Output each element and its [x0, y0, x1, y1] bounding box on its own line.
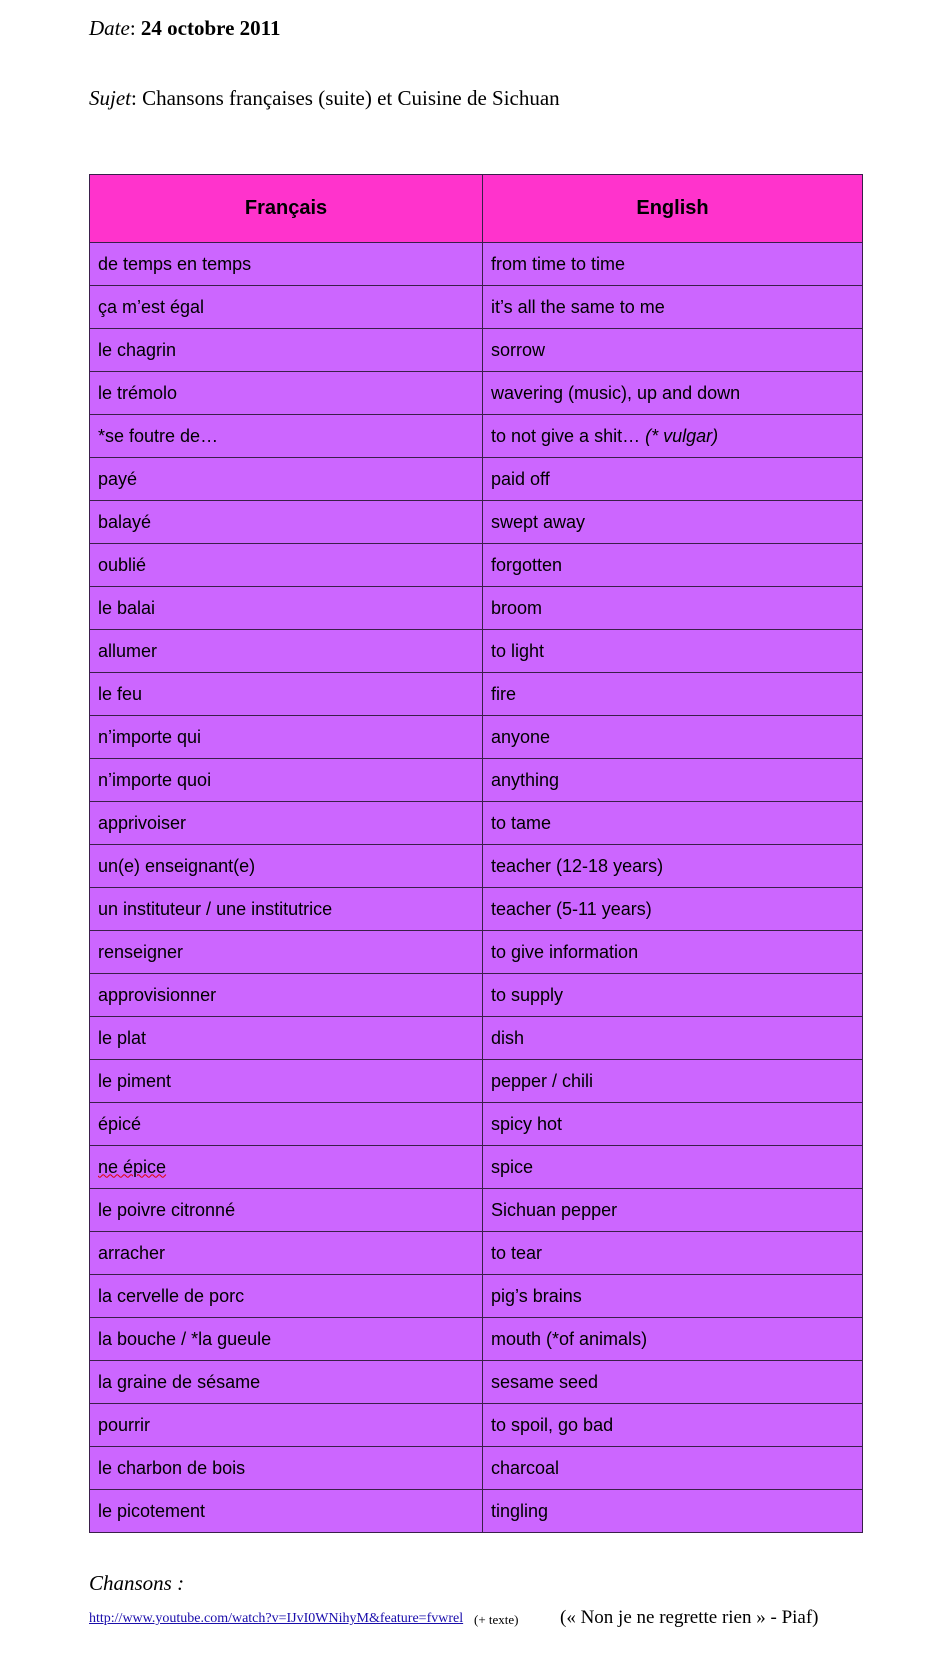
table-row [90, 1447, 863, 1490]
french-term-text: le trémolo [98, 382, 178, 403]
table-row [90, 415, 863, 458]
english-translation [483, 1275, 863, 1318]
subject-value: Chansons françaises (suite) et Cuisine de Sichuan [142, 86, 560, 110]
french-term [90, 1103, 483, 1146]
english-translation [483, 759, 863, 802]
table-row [90, 1060, 863, 1103]
french-term-text: le plat [98, 1027, 147, 1048]
table-row [90, 544, 863, 587]
table-row [90, 458, 863, 501]
french-term [90, 372, 483, 415]
table-row [90, 243, 863, 286]
french-term-text: arracher [98, 1242, 166, 1263]
table-row [90, 931, 863, 974]
english-translation-text: it’s all the same to me [491, 296, 665, 317]
english-translation [483, 716, 863, 759]
french-term [90, 845, 483, 888]
table-row [90, 372, 863, 415]
table-row [90, 1318, 863, 1361]
french-term [90, 1232, 483, 1275]
english-translation-text: swept away [491, 511, 586, 532]
french-term-text: la bouche / *la gueule [98, 1328, 272, 1349]
french-term-text: *se foutre de… [98, 425, 219, 446]
table-row [90, 802, 863, 845]
table-row [90, 1404, 863, 1447]
french-term [90, 1189, 483, 1232]
english-translation-text: spicy hot [491, 1113, 563, 1134]
french-term-text: le feu [98, 683, 143, 704]
french-term [90, 888, 483, 931]
english-translation-text: pig’s brains [491, 1285, 582, 1306]
french-term-text: renseigner [98, 941, 184, 962]
english-translation-text: to spoil, go bad [491, 1414, 614, 1435]
date-line: Date: 24 octobre 2011 [89, 16, 281, 40]
english-translation [483, 1447, 863, 1490]
english-translation-text: sesame seed [491, 1371, 599, 1392]
english-translation [483, 329, 863, 372]
french-term [90, 1146, 483, 1189]
french-term-text: le picotement [98, 1500, 206, 1521]
english-translation [483, 673, 863, 716]
french-term-text: le charbon de bois [98, 1457, 246, 1478]
english-translation [483, 974, 863, 1017]
french-term [90, 1017, 483, 1060]
french-term [90, 1318, 483, 1361]
song-note: (+ texte) [474, 1612, 519, 1627]
english-translation-text: Sichuan pepper [491, 1199, 618, 1220]
english-translation [483, 372, 863, 415]
table-header-row [90, 175, 863, 243]
table-row [90, 501, 863, 544]
english-translation [483, 1361, 863, 1404]
english-translation [483, 1404, 863, 1447]
table-row [90, 1490, 863, 1533]
english-translation-text: anyone [491, 726, 551, 747]
french-term-text: le chagrin [98, 339, 177, 360]
header-english: English [483, 175, 863, 243]
table-row [90, 286, 863, 329]
french-term [90, 673, 483, 716]
english-translation [483, 286, 863, 329]
french-term [90, 931, 483, 974]
table-row [90, 1361, 863, 1404]
english-translation-text: forgotten [491, 554, 563, 575]
english-translation-text: charcoal [491, 1457, 560, 1478]
english-translation [483, 1318, 863, 1361]
french-term-text: un(e) enseignant(e) [98, 855, 256, 876]
english-translation [483, 845, 863, 888]
french-term-text: ça m’est égal [98, 296, 205, 317]
english-translation [483, 1060, 863, 1103]
english-translation [483, 931, 863, 974]
french-term-text: oublié [98, 554, 147, 575]
usage-note: (* vulgar) [645, 425, 719, 446]
french-term-text: approvisionner [98, 984, 217, 1005]
table-row [90, 587, 863, 630]
french-term-text: balayé [98, 511, 152, 532]
french-term [90, 587, 483, 630]
french-term-text: apprivoiser [98, 812, 187, 833]
table-row [90, 329, 863, 372]
french-term [90, 1060, 483, 1103]
english-translation-text: to supply [491, 984, 564, 1005]
english-translation [483, 544, 863, 587]
english-translation [483, 1103, 863, 1146]
table-row [90, 1017, 863, 1060]
english-translation [483, 1490, 863, 1533]
date-label: Date [89, 16, 130, 40]
vocabulary-table [89, 174, 863, 1533]
french-term-text: le balai [98, 597, 156, 618]
french-term-text: un instituteur / une institutrice [98, 898, 333, 919]
french-term-text: la cervelle de porc [98, 1285, 245, 1306]
english-translation-text: to not give a shit… [491, 425, 641, 446]
french-term [90, 458, 483, 501]
table-body [90, 243, 863, 1533]
english-translation-text: spice [491, 1156, 534, 1177]
french-term [90, 802, 483, 845]
french-term [90, 501, 483, 544]
subject-line: Sujet: Chansons françaises (suite) et Cuisine de Sichuan [89, 86, 560, 110]
english-translation-text: paid off [491, 468, 550, 489]
french-term [90, 1404, 483, 1447]
english-translation-text: mouth (*of animals) [491, 1328, 648, 1349]
french-term-text: n’importe qui [98, 726, 202, 747]
english-translation [483, 458, 863, 501]
english-translation-text: teacher (5-11 years) [491, 898, 652, 919]
table-row [90, 1189, 863, 1232]
english-translation-text: anything [491, 769, 560, 790]
header-french: Français [90, 175, 483, 243]
english-translation-text: from time to time [491, 253, 626, 274]
english-translation [483, 501, 863, 544]
table-row [90, 673, 863, 716]
french-term [90, 1361, 483, 1404]
french-term [90, 1490, 483, 1533]
table-row [90, 759, 863, 802]
table-row [90, 1146, 863, 1189]
song-link[interactable]: http://www.youtube.com/watch?v=IJvI0WNihyM&feature=fvwrel [89, 1611, 464, 1626]
table-row [90, 845, 863, 888]
french-term [90, 974, 483, 1017]
english-translation [483, 1146, 863, 1189]
english-translation [483, 587, 863, 630]
songs-heading: Chansons : [89, 1571, 185, 1595]
english-translation-text: teacher (12-18 years) [491, 855, 664, 876]
french-term-text: le piment [98, 1070, 172, 1091]
french-term-text: la graine de sésame [98, 1371, 261, 1392]
french-term [90, 329, 483, 372]
subject-label: Sujet [89, 86, 131, 110]
english-translation [483, 243, 863, 286]
english-translation-text: wavering (music), up and down [491, 382, 741, 403]
french-term-text: de temps en temps [98, 253, 252, 274]
french-term [90, 759, 483, 802]
song-title: (« Non je ne regrette rien » - Piaf) [560, 1607, 819, 1628]
french-term-text: n’importe quoi [98, 769, 212, 790]
english-translation-text: fire [491, 683, 517, 704]
english-translation [483, 630, 863, 673]
table-row [90, 1232, 863, 1275]
french-term [90, 286, 483, 329]
french-term [90, 1275, 483, 1318]
table-row [90, 888, 863, 931]
french-term-text: ne épice [98, 1156, 167, 1177]
french-term-text: épicé [98, 1113, 142, 1134]
english-translation-text: to tear [491, 1242, 543, 1263]
french-term [90, 630, 483, 673]
english-translation [483, 1017, 863, 1060]
french-term [90, 544, 483, 587]
french-term-text: le poivre citronné [98, 1199, 236, 1220]
table-row [90, 1103, 863, 1146]
french-term [90, 716, 483, 759]
english-translation [483, 802, 863, 845]
english-translation-text: sorrow [491, 339, 546, 360]
table-row [90, 630, 863, 673]
table-row [90, 716, 863, 759]
english-translation-text: broom [491, 597, 543, 618]
table-row [90, 1275, 863, 1318]
english-translation-text: pepper / chili [491, 1070, 594, 1091]
english-translation [483, 1232, 863, 1275]
table-row [90, 974, 863, 1017]
french-term [90, 415, 483, 458]
english-translation-text: to tame [491, 812, 552, 833]
english-translation-text: to give information [491, 941, 639, 962]
french-term-text: payé [98, 468, 138, 489]
french-term [90, 1447, 483, 1490]
french-term-text: allumer [98, 640, 158, 661]
english-translation [483, 888, 863, 931]
date-value: 24 octobre 2011 [140, 16, 281, 40]
english-translation [483, 1189, 863, 1232]
english-translation [483, 415, 863, 458]
french-term-text: pourrir [98, 1414, 151, 1435]
english-translation-text: to light [491, 640, 545, 661]
english-translation-text: tingling [491, 1500, 549, 1521]
english-translation-text: dish [491, 1027, 525, 1048]
french-term [90, 243, 483, 286]
